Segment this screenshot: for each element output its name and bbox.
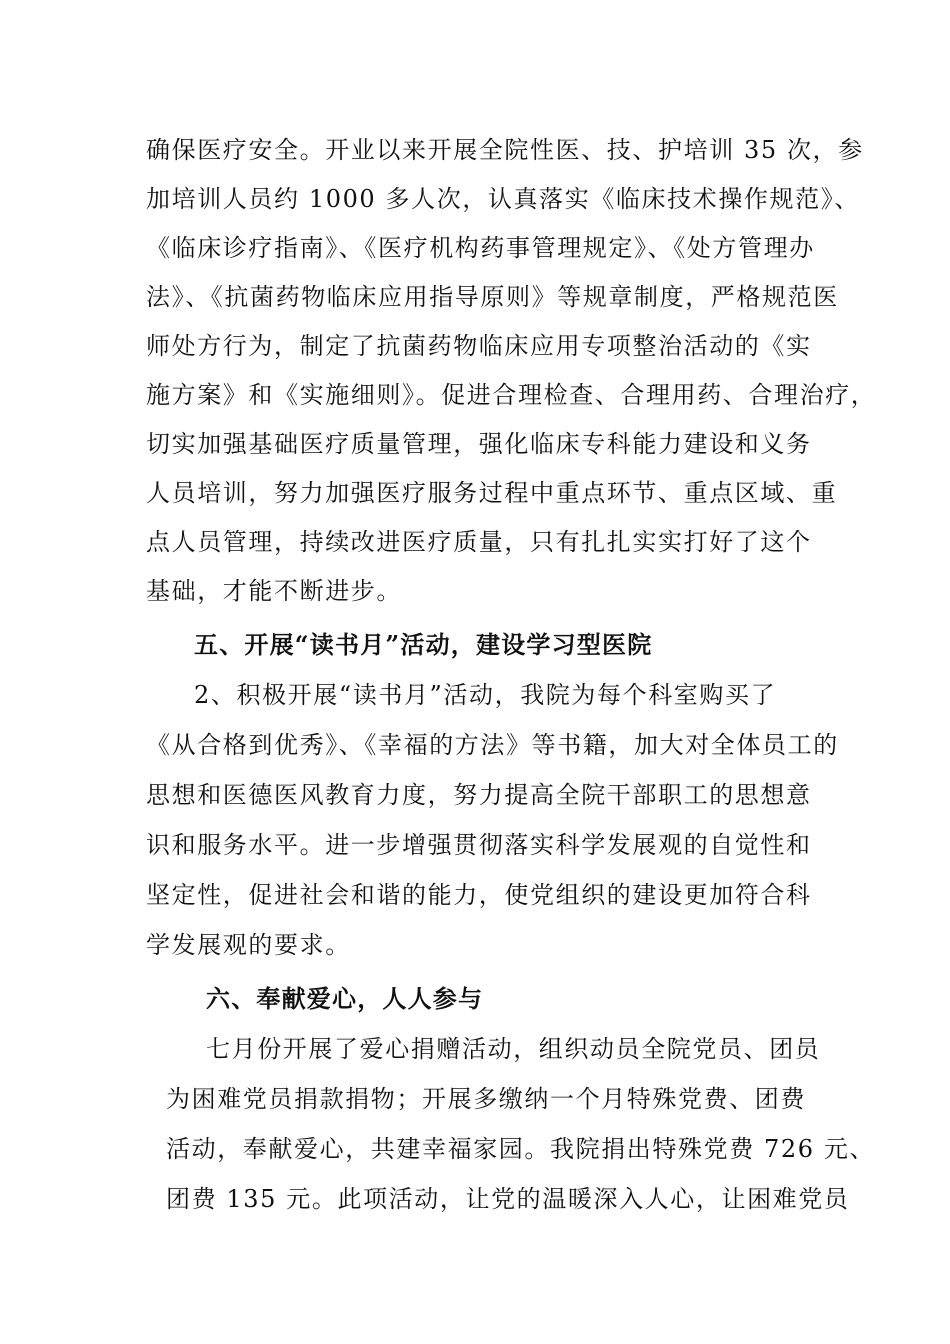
- paragraph-line: 为困难党员捐款捐物；开展多缴纳一个月特殊党费、团费: [166, 1085, 806, 1113]
- paragraph-line: 基础，才能不断进步。: [146, 577, 402, 605]
- paragraph-line: 七月份开展了爱心捐赠活动，组织动员全院党员、团员: [206, 1035, 821, 1063]
- paragraph-line: 点人员管理，持续改进医疗质量，只有扎扎实实打好了这个: [146, 528, 812, 556]
- paragraph-line: 思想和医德医风教育力度，努力提高全院干部职工的思想意: [146, 781, 812, 809]
- paragraph-line: 确保医疗安全。开业以来开展全院性医、技、护培训 35 次，参: [146, 136, 864, 164]
- paragraph-line: 团费 135 元。此项活动，让党的温暖深入人心，让困难党员: [166, 1185, 850, 1213]
- paragraph-line: 识和服务水平。进一步增强贯彻落实科学发展观的自觉性和: [146, 831, 812, 859]
- paragraph-line: 施方案》和《实施细则》。促进合理检查、合理用药、合理治疗，: [146, 381, 877, 409]
- paragraph-line: 2、积极开展“读书月”活动，我院为每个科室购买了: [194, 681, 777, 709]
- paragraph-line: 活动，奉献爱心，共建幸福家园。我院捐出特殊党费 726 元、: [166, 1135, 876, 1163]
- paragraph-line: 法》、《抗菌药物临床应用指导原则》等规章制度，严格规范医: [146, 283, 839, 311]
- paragraph-line: 加培训人员约 1000 多人次，认真落实《临床技术操作规范》、: [146, 185, 860, 213]
- paragraph-line: 《从合格到优秀》、《幸福的方法》等书籍，加大对全体员工的: [146, 731, 839, 759]
- section-heading: 五、开展“读书月”活动，建设学习型医院: [194, 630, 653, 659]
- paragraph-line: 学发展观的要求。: [146, 931, 351, 959]
- paragraph-line: 《临床诊疗指南》、《医疗机构药事管理规定》、《处方管理办: [146, 234, 815, 262]
- section-heading: 六、奉献爱心，人人参与: [206, 984, 484, 1013]
- paragraph-line: 切实加强基础医疗质量管理，强化临床专科能力建设和义务: [146, 430, 812, 458]
- paragraph-line: 坚定性，促进社会和谐的能力，使党组织的建设更加符合科: [146, 881, 812, 909]
- paragraph-line: 人员培训，努力加强医疗服务过程中重点环节、重点区域、重: [146, 479, 838, 507]
- paragraph-line: 师处方行为，制定了抗菌药物临床应用专项整治活动的《实: [146, 332, 812, 360]
